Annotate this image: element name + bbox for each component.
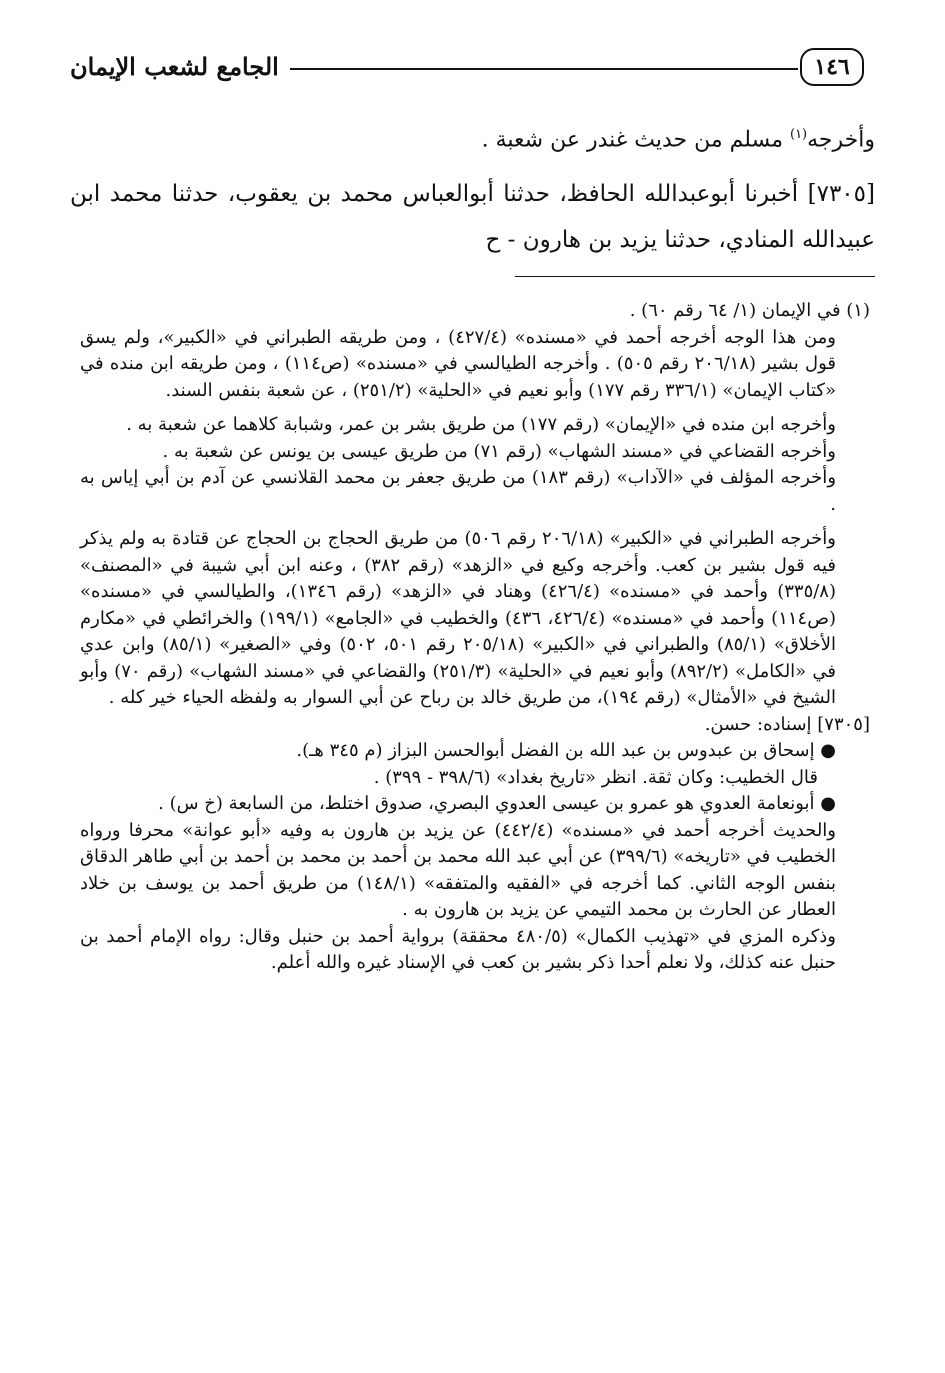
footnote-paragraph: ومن هذا الوجه أخرجه أحمد في «مسنده» (٤٢٧/٤) ، ومن طريقه الطبراني في «الكبير»، ولم يسق قول بشير (٢٠٦/١٨ رقم ٥٠٥) . وأخرجه الطيالسي في «مسنده» (ص١١٤) ، ومن طريقه ابن منده في «كتاب الإيمان» (٣٣٦/١ رقم ١٧٧) وأبو نعيم في «الحلية» (٢٥١/٢) ، عن شعبة بنفس السند.: [80, 326, 836, 401]
footnote-paragraph: والحديث أخرجه أحمد في «مسنده» (٤٤٢/٤) عن يزيد بن هارون به وفيه «أبو عوانة» محرفا ورواه الخطيب في «تاريخه» (٣٩٩/٦) عن أبي عبد الله محمد بن أحمد بن محمد بن أحمد بن أبي طاهر الدقاق بنفس الوجه الثاني. كما أخرجه في «الفقيه والمتفقه» (١٤٨/١) من طريق أحمد بن يوسف بن خلاد العطار عن الحارث بن محمد التيمي عن يزيد بن هارون به .: [80, 819, 837, 920]
header-rule: [290, 68, 798, 70]
footnote-paragraph: وأخرجه القضاعي في «مسند الشهاب» (رقم ٧١) من طريق عيسى بن يونس عن شعبة به .: [162, 440, 836, 462]
footnote-ref[interactable]: (١): [789, 127, 808, 142]
main-line-1-rest: مسلم من حديث غندر عن شعبة .: [481, 127, 790, 153]
footnote-paragraph: وأخرجه الطبراني في «الكبير» (٢٠٦/١٨ رقم ٥٠٦) من طريق الحجاج بن الحجاج عن قتادة به ولم يذكر فيه قول بشير بن كعب. وأخرجه وكيع في «الزهد» (رقم ٣٨٢) ، وعنه ابن أبي شيبة في «المصنف» (٣٣٥/٨) وأحمد في «مسنده» (٤٢٦/٤) وهناد في «الزهد» (رقم ١٣٤٦)، والطيالسي في «مسنده» (ص١١٤) وأحمد في «مسنده» (٤٢٦/٤، ٤٣٦) والخطيب في «الجامع» (١٩٩/١) والخرائطي في «مكارم الأخلاق» (٨٥/١) والطبراني في «الكبير» (٢٠٥/١٨ رقم ٥٠١، ٥٠٢) وفي «الصغير» (٨٥/١) وابن عدي في «الكامل» (٨٩٢/٢) وأبو نعيم في «الحلية» (٢٥١/٣) والقضاعي في «مسند الشهاب» (رقم ٧٠) وأبو الشيخ في «الأمثال» (رقم ١٩٤)، من طريق خالد بن رباح عن أبي السوار به ولفظه الحياء خير كله .: [80, 528, 837, 708]
footnotes: [80, 298, 870, 977]
footnote-paragraph: وأخرجه المؤلف في «الآداب» (رقم ١٨٣) من طريق جعفر بن محمد القلانسي عن آدم بن أبي إياس به .: [80, 467, 837, 515]
footnote-paragraph: وأخرجه ابن منده في «الإيمان» (رقم ١٧٧) من طريق بشر بن عمر، وشبابة كلاهما عن شعبة به .: [126, 414, 836, 435]
narrator-note-detail: قال الخطيب: وكان ثقة. انظر «تاريخ بغداد» (٣٩٨/٦ - ٣٩٩) .: [373, 766, 818, 788]
hadith-text: أخبرنا أبوعبدالله الحافظ، حدثنا أبوالعباس محمد بن يعقوب، حدثنا محمد ابن عبيدالله المنادي، حدثنا يزيد بن هارون - ح: [70, 181, 875, 254]
footnote-paragraph: وذكره المزي في «تهذيب الكمال» (٤٨٠/٥ محققة) برواية أحمد بن حنبل وقال: رواه الإمام أحمد بن حنبل عنه كذلك، ولا نعلم أحدا ذكر بشير بن كعب في الإسناد غيره والله أعلم.: [80, 925, 836, 973]
hadith-number: [٧٣٠٥]: [807, 181, 875, 208]
main-line-1-start: وأخرجه: [807, 127, 875, 153]
main-text: [70, 112, 875, 263]
footnote-1-head: (١) في الإيمان (١/ ٦٤ رقم ٦٠) .: [629, 300, 870, 321]
isnad-heading: [٧٣٠٥] إسناده: حسن.: [704, 713, 870, 735]
book-title: الجامع لشعب الإيمان: [70, 52, 279, 81]
hadith-paragraph: [70, 171, 875, 263]
narrator-note: ● إسحاق بن عبدوس بن عبد الله بن الفضل أبوالحسن البزاز (م ٣٤٥ هـ).: [296, 740, 836, 761]
footnote-separator: [515, 276, 875, 277]
narrator-note: ● أبونعامة العدوي هو عمرو بن عيسى العدوي البصري، صدوق اختلط، من السابعة (خ س) .: [158, 793, 836, 814]
main-line-1: [70, 112, 875, 163]
page-number: ١٤٦: [800, 48, 864, 86]
